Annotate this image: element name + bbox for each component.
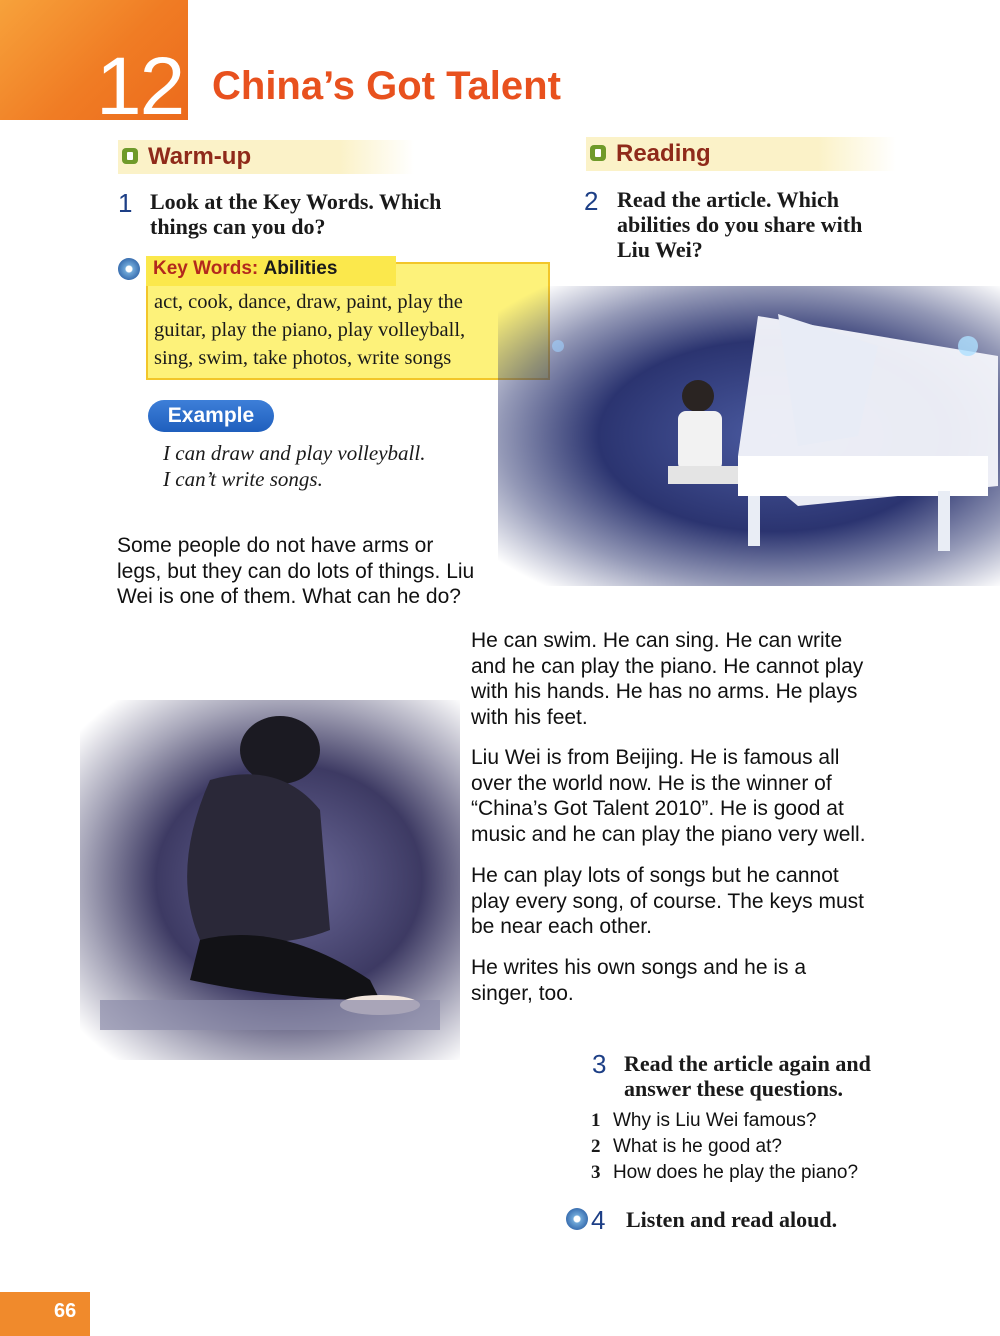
article-line: play every song, of course. The keys must bbox=[471, 889, 864, 913]
example-line: I can’t write songs. bbox=[163, 467, 323, 491]
reading-heading-label: Reading bbox=[616, 140, 711, 167]
article-line: He can play lots of songs but he cannot bbox=[471, 864, 839, 887]
question-number: 2 bbox=[591, 1136, 601, 1157]
question-number: 1 bbox=[591, 1110, 601, 1131]
task-2-line: Liu Wei? bbox=[617, 237, 703, 262]
task-1-line: things can you do? bbox=[150, 214, 326, 239]
question-text: How does he play the piano? bbox=[612, 1162, 859, 1183]
article-line: He can swim. He can sing. He can write bbox=[471, 629, 843, 652]
article-paragraph-4 bbox=[471, 955, 931, 1006]
task-4-text: Listen and read aloud. bbox=[626, 1207, 838, 1232]
article-line: He writes his own songs and he is a bbox=[471, 956, 807, 979]
audio-cd-icon[interactable] bbox=[566, 1208, 588, 1230]
key-words-label: Key Words: bbox=[153, 258, 259, 279]
task-2-line: abilities do you share with bbox=[617, 212, 863, 237]
task-2-text bbox=[617, 187, 862, 262]
intro-line: Wei is one of them. What can he do? bbox=[117, 585, 461, 608]
key-words-topic: Abilities bbox=[263, 258, 338, 279]
question-item bbox=[591, 1110, 858, 1136]
key-words-line: sing, swim, take photos, write songs bbox=[154, 347, 452, 369]
question-number: 3 bbox=[591, 1162, 601, 1183]
article-line: be near each other. bbox=[471, 915, 652, 938]
example-line: I can draw and play volleyball. bbox=[163, 441, 426, 465]
unit-number: 12 bbox=[96, 41, 184, 132]
key-words-list bbox=[154, 288, 542, 372]
task-3-line: Read the article again and bbox=[624, 1051, 871, 1076]
question-item bbox=[591, 1162, 858, 1188]
task-3-line: answer these questions. bbox=[624, 1076, 844, 1101]
intro-line: legs, but they can do lots of things. Liu bbox=[117, 559, 475, 583]
warmup-heading bbox=[118, 140, 414, 174]
article-line: singer, too. bbox=[471, 981, 574, 1005]
piano-performance-photo bbox=[498, 286, 1000, 586]
intro-line: Some people do not have arms or bbox=[117, 534, 434, 557]
article-line: with his feet. bbox=[471, 705, 588, 729]
task-4-number: 4 bbox=[591, 1205, 606, 1235]
key-words-heading bbox=[153, 258, 337, 280]
section-bullet-icon bbox=[590, 145, 606, 161]
audio-cd-icon[interactable] bbox=[118, 258, 140, 280]
article-paragraph-1 bbox=[471, 628, 931, 730]
article-paragraph-3 bbox=[471, 863, 931, 940]
question-text: Why is Liu Wei famous? bbox=[612, 1110, 817, 1131]
unit-title: China’s Got Talent bbox=[212, 64, 561, 108]
article-line: Liu Wei is from Beijing. He is famous all bbox=[471, 746, 840, 769]
warmup-heading-label: Warm-up bbox=[148, 143, 252, 170]
liu-wei-photo bbox=[80, 700, 460, 1060]
article-line: music and he can play the piano very well. bbox=[471, 822, 866, 846]
article-line: over the world now. He is the winner of bbox=[471, 771, 832, 795]
key-words-line: act, cook, dance, draw, paint, play the bbox=[154, 291, 463, 313]
piano-performance-illustration bbox=[498, 286, 1000, 586]
task-2-number: 2 bbox=[584, 186, 599, 216]
section-bullet-icon bbox=[122, 148, 138, 164]
page-number-tab bbox=[0, 1292, 90, 1336]
task-1-number: 1 bbox=[118, 188, 133, 218]
liu-wei-illustration bbox=[80, 700, 460, 1060]
reading-heading bbox=[586, 137, 896, 171]
task-3-number: 3 bbox=[592, 1049, 607, 1079]
task-2-line: Read the article. Which bbox=[617, 187, 840, 212]
question-text: What is he good at? bbox=[612, 1136, 782, 1157]
task-3-text bbox=[624, 1051, 871, 1101]
task-1-line: Look at the Key Words. Which bbox=[150, 189, 442, 214]
article-paragraph-2 bbox=[471, 745, 931, 847]
page-number: 66 bbox=[54, 1300, 77, 1322]
article-line: with his hands. He has no arms. He plays bbox=[471, 680, 858, 703]
intro-paragraph bbox=[117, 533, 474, 610]
key-words-line: guitar, play the piano, play volleyball, bbox=[154, 319, 466, 341]
article-line: and he can play the piano. He cannot play bbox=[471, 654, 864, 678]
question-item bbox=[591, 1136, 858, 1162]
task-1-text bbox=[150, 189, 441, 239]
question-list bbox=[591, 1110, 858, 1188]
article-line: “China’s Got Talent 2010”. He is good at bbox=[471, 797, 844, 820]
example-badge: Example bbox=[148, 400, 274, 432]
